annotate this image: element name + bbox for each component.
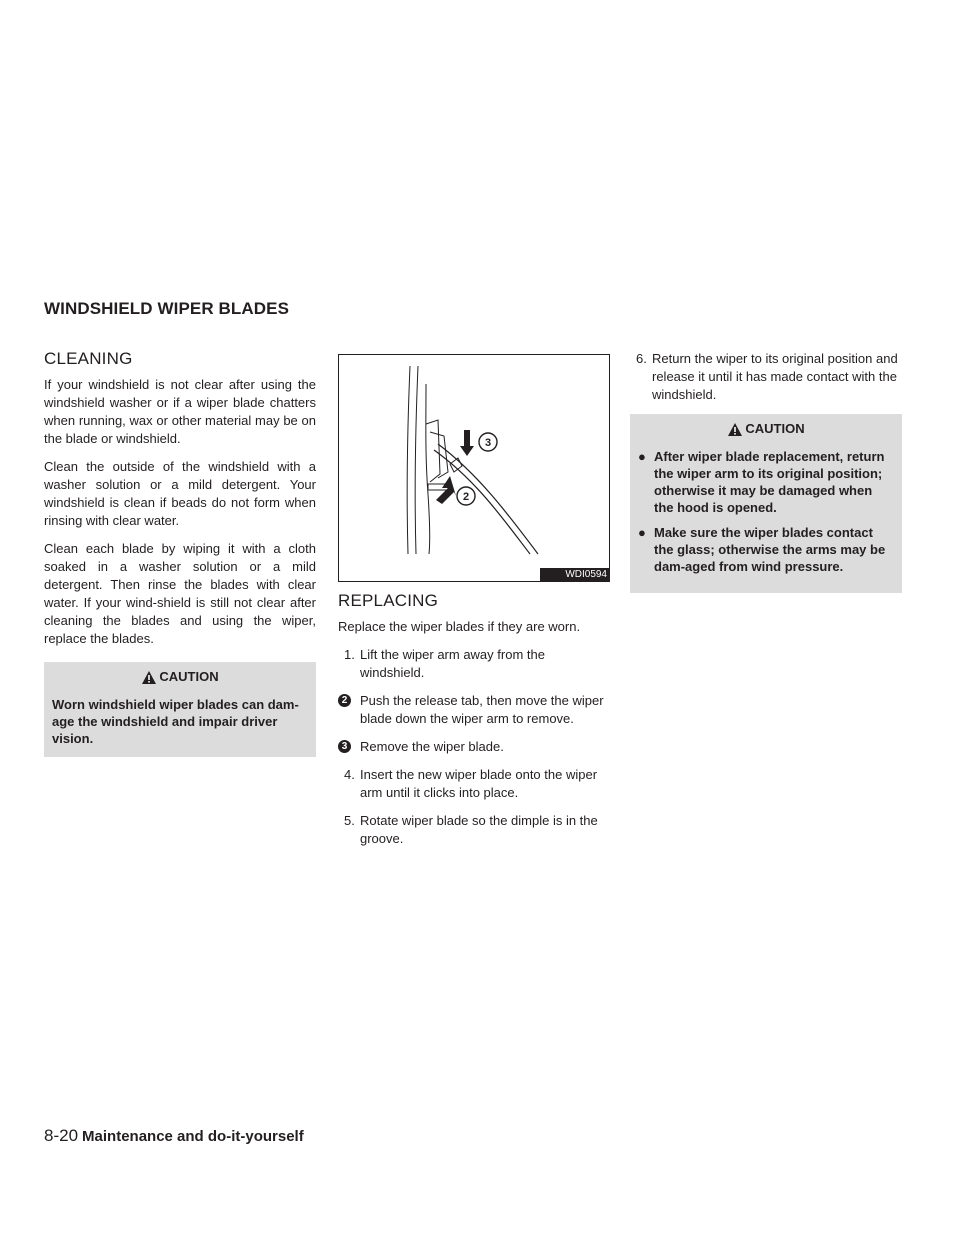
page-footer: [44, 1126, 304, 1146]
cleaning-section: [44, 346, 316, 757]
caution-label: CAUTION: [159, 669, 219, 684]
cleaning-paragraph-2: Clean the outside of the windshield with a washer solution or a mild detergent. Your windshield is clean if beads do not form when rinsing with clear water.: [44, 459, 316, 528]
step-item: [338, 738, 610, 756]
bullet-icon: ●: [638, 525, 646, 540]
caution-header: [638, 418, 894, 448]
step-item: [338, 766, 610, 802]
wiper-illustration: [338, 354, 610, 582]
step-text: Rotate wiper blade so the dimple is in the groove.: [360, 813, 598, 846]
step-number-circled: 3: [338, 740, 351, 753]
replacing-caution-box: [630, 414, 902, 593]
cleaning-heading: CLEANING: [44, 349, 133, 368]
replacing-intro: Replace the wiper blades if they are worn.: [338, 619, 581, 634]
warning-icon: [141, 670, 157, 685]
chapter-title: Maintenance and do-it-yourself: [82, 1128, 304, 1145]
replacing-steps-continued: [630, 350, 902, 404]
callout-2: 2: [462, 491, 470, 503]
caution-item: [638, 448, 894, 516]
bullet-icon: ●: [638, 449, 646, 464]
step-number: 4.: [344, 767, 355, 782]
caution-item-text: After wiper blade replacement, return the wiper arm to its original position; otherwise it may be damaged when the hood is opened.: [654, 449, 885, 515]
step-item: [338, 812, 610, 848]
cleaning-caution-box: [44, 662, 316, 757]
step-number: 6.: [636, 351, 647, 366]
cleaning-paragraph-3: Clean each blade by wiping it with a cloth soaked in a washer solution or a mild detergent. Then rinse the blades with clear water. If your wind-shield is still not clear after cleaning the blades and using the wiper, replace the blades.: [44, 541, 316, 646]
step-text: Push the release tab, then move the wiper blade down the wiper arm to remove.: [360, 693, 604, 726]
step-text: Lift the wiper arm away from the windshield.: [360, 647, 545, 680]
replacing-continued: [630, 346, 902, 593]
caution-item: [638, 524, 894, 575]
step-item: [338, 646, 610, 682]
replacing-steps: [338, 646, 610, 848]
caution-item-text: Make sure the wiper blades contact the glass; otherwise the arms may be dam-aged from wind pressure.: [654, 525, 886, 574]
step-number: 1.: [344, 647, 355, 662]
figure-code: WDI0594: [540, 568, 610, 582]
replacing-heading: REPLACING: [338, 591, 439, 610]
step-item: [338, 692, 610, 728]
caution-list: [638, 448, 894, 575]
step-number-circled: 2: [338, 694, 351, 707]
step-number: 5.: [344, 813, 355, 828]
cleaning-paragraph-1: If your windshield is not clear after using the windshield washer or if a wiper blade chatters when running, wax or other material may be on the blade or windshield.: [44, 377, 316, 446]
wiper-diagram: [338, 354, 610, 582]
caution-header: [52, 666, 308, 696]
page-title: WINDSHIELD WIPER BLADES: [44, 299, 290, 318]
step-text: Remove the wiper blade.: [360, 739, 504, 754]
caution-label: CAUTION: [745, 421, 805, 436]
warning-icon: [727, 422, 743, 437]
step-text: Return the wiper to its original position and release it until it has made contact with the windshield.: [652, 351, 898, 402]
step-item: [630, 350, 902, 404]
callout-3: 3: [484, 437, 492, 449]
step-text: Insert the new wiper blade onto the wiper arm until it clicks into place.: [360, 767, 598, 800]
replacing-section: [338, 346, 610, 858]
caution-text: Worn windshield wiper blades can dam-age the windshield and impair driver vision.: [52, 697, 299, 746]
page-number: 8-20: [44, 1126, 79, 1145]
